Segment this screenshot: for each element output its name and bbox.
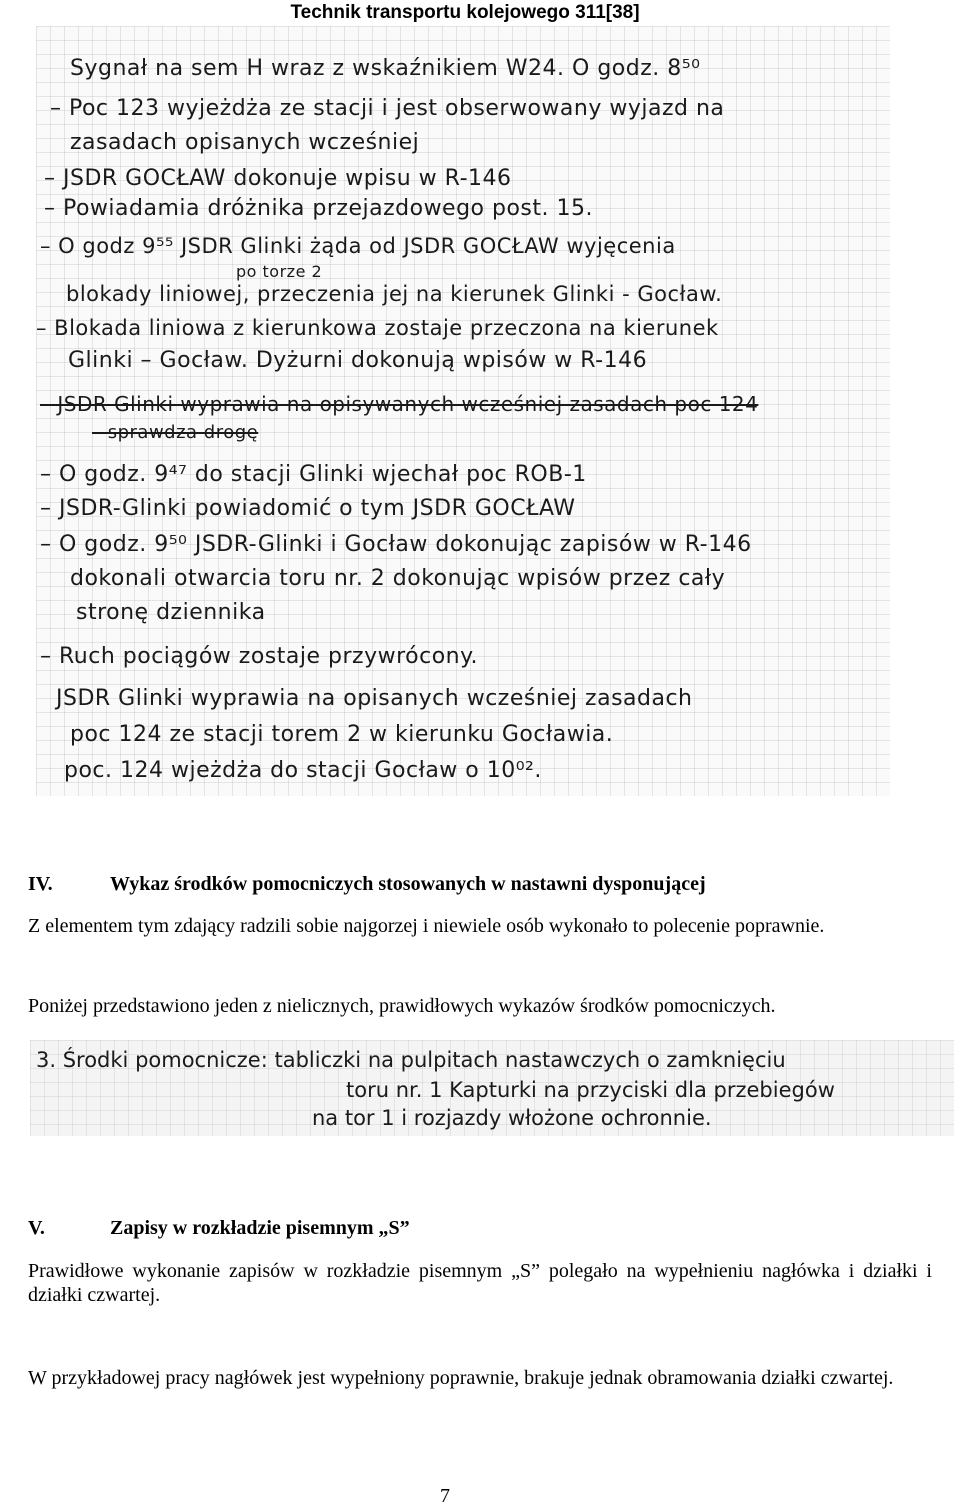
- handwritten-example-scan: [30, 1040, 954, 1136]
- section-iv-paragraph: Poniżej przedstawiono jeden z nielicznych, prawidłowych wykazów środków pomocniczych.: [28, 995, 776, 1017]
- section-v-paragraph: W przykładowej pracy nagłówek jest wypełniony poprawnie, brakuje jednak obramowania działki czwartej.: [28, 1367, 894, 1389]
- journal-line: JSDR Glinki wyprawia na opisanych wcześniej zasadach: [56, 686, 693, 711]
- journal-line: Sygnał na sem H wraz z wskaźnikiem W24. O godz. 8⁵⁰: [70, 56, 701, 81]
- section-v-title: Zapisy w rozkładzie pisemnym „S”: [110, 1217, 410, 1239]
- section-iv-number: IV.: [28, 873, 53, 895]
- journal-line: blokady liniowej, przeczenia jej na kierunek Glinki - Gocław.: [66, 282, 723, 306]
- handwritten-journal-scan: [36, 26, 890, 796]
- section-iv-paragraph: Z elementem tym zdający radzili sobie najgorzej i niewiele osób wykonało to polecenie poprawnie.: [28, 915, 825, 937]
- journal-line: – O godz. 9⁵⁰ JSDR-Glinki i Gocław dokonując zapisów w R-146: [40, 532, 752, 557]
- journal-line: stronę dziennika: [76, 600, 266, 625]
- journal-line: – JSDR GOCŁAW dokonuje wpisu w R-146: [44, 166, 512, 191]
- section-iv-title: Wykaz środków pomocniczych stosowanych w nastawni dysponującej: [110, 873, 706, 895]
- journal-line-struck: – sprawdza drogę: [92, 422, 259, 443]
- section-v-heading: [28, 1217, 410, 1240]
- journal-line: – Ruch pociągów zostaje przywrócony.: [40, 644, 478, 669]
- example-line: 3. Środki pomocnicze: tabliczki na pulpitach nastawczych o zamknięciu: [36, 1048, 786, 1072]
- running-head: Technik transportu kolejowego 311[38]: [290, 2, 640, 23]
- journal-line: – Blokada liniowa z kierunkowa zostaje przeczona na kierunek: [36, 316, 719, 340]
- journal-line: poc 124 ze stacji torem 2 w kierunku Gocławia.: [70, 722, 614, 747]
- section-v-number: V.: [28, 1217, 45, 1239]
- journal-line: – Powiadamia dróżnika przejazdowego post. 15.: [44, 196, 593, 221]
- example-line: na tor 1 i rozjazdy włożone ochronnie.: [312, 1106, 712, 1130]
- section-iv-heading: [28, 873, 706, 896]
- journal-line: poc. 124 wjeżdża do stacji Gocław o 10⁰².: [64, 758, 542, 783]
- section-v-paragraph: Prawidłowe wykonanie zapisów w rozkładzie pisemnym „S” polegało na wypełnieniu nagłówka i działki i działki czwartej.: [28, 1260, 932, 1306]
- journal-line: zasadach opisanych wcześniej: [70, 130, 420, 155]
- journal-line: Glinki – Gocław. Dyżurni dokonują wpisów w R-146: [68, 348, 648, 373]
- journal-line: dokonali otwarcia toru nr. 2 dokonując wpisów przez cały: [70, 566, 726, 591]
- example-line: toru nr. 1 Kapturki na przyciski dla przebiegów: [346, 1078, 835, 1102]
- journal-line-struck: – JSDR Glinki wyprawia na opisywanych wcześniej zasadach poc 124: [40, 392, 759, 416]
- journal-line: – O godz. 9⁴⁷ do stacji Glinki wjechał poc ROB-1: [40, 462, 587, 487]
- journal-line: – O godz 9⁵⁵ JSDR Glinki żąda od JSDR GOCŁAW wyjęcenia: [40, 234, 676, 258]
- journal-line: – JSDR-Glinki powiadomić o tym JSDR GOCŁAW: [40, 496, 576, 521]
- journal-line: – Poc 123 wyjeżdża ze stacji i jest obserwowany wyjazd na: [50, 96, 725, 121]
- journal-line: po torze 2: [236, 262, 323, 281]
- page-number: 7: [440, 1485, 450, 1507]
